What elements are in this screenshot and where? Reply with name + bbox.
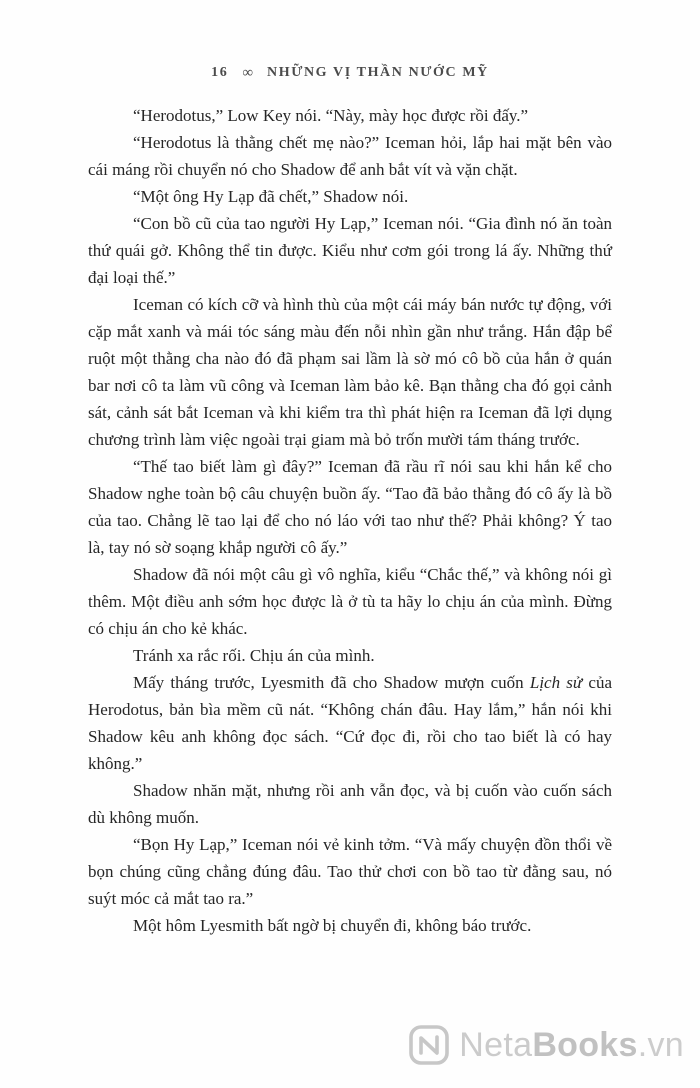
watermark-books: Books bbox=[532, 1026, 638, 1064]
paragraph-text: “Herodotus là thằng chết mẹ nào?” Iceman hỏi, lắp hai mặt bên vào cái máng rồi chuyển nó cho Shadow để anh bắt vít và vặn chặt. bbox=[88, 133, 612, 179]
paragraph bbox=[88, 210, 612, 291]
watermark bbox=[408, 1024, 684, 1066]
paragraph-text: Shadow nhăn mặt, nhưng rồi anh vẫn đọc, và bị cuốn vào cuốn sách dù không muốn. bbox=[88, 781, 612, 827]
infinity-separator-icon: ∞ bbox=[242, 65, 254, 81]
paragraph bbox=[88, 183, 612, 210]
paragraph bbox=[88, 642, 612, 669]
paragraph bbox=[88, 777, 612, 831]
running-title: NHỮNG VỊ THẦN NƯỚC MỸ bbox=[267, 65, 489, 80]
paragraph-text: Iceman có kích cỡ và hình thù của một cái máy bán nước tự động, với cặp mắt xanh và mái tóc sáng màu đến nỗi nhìn gần như trắng. Hắn đập bể ruột một thằng cha nào đó đã phạm sai lầm là sờ mó cô bồ của hắn ở quán bar nơi cô ta làm vũ công và Iceman làm bảo kê. Bạn thằng cha đó gọi cảnh sát, cảnh sát bắt Iceman và khi kiểm tra thì phát hiện ra Iceman đã lợi dụng chương trình làm việc ngoài trại giam mà bỏ trốn mười tám tháng trước. bbox=[88, 295, 612, 449]
paragraph bbox=[88, 291, 612, 453]
netabooks-logo-icon bbox=[408, 1024, 450, 1066]
page-header bbox=[0, 64, 700, 81]
page-body bbox=[88, 102, 612, 939]
paragraph-text: Tránh xa rắc rối. Chịu án của mình. bbox=[133, 646, 375, 665]
paragraph bbox=[88, 912, 612, 939]
page-number: 16 bbox=[211, 65, 229, 80]
paragraph-text: “Con bồ cũ của tao người Hy Lạp,” Iceman nói. “Gia đình nó ăn toàn thứ quái gở. Không thể tin được. Kiểu như cơm gói trong lá ấy. Những thứ đại loại thế.” bbox=[88, 214, 612, 287]
paragraph-text: Mấy tháng trước, Lyesmith đã cho Shadow mượn cuốn bbox=[133, 673, 530, 692]
watermark-text bbox=[459, 1028, 684, 1062]
paragraph bbox=[88, 129, 612, 183]
paragraph-text: “Thế tao biết làm gì đây?” Iceman đã rầu rĩ nói sau khi hắn kể cho Shadow nghe toàn bộ câu chuyện buồn ấy. “Tao đã bảo thằng đó cô ấy là bồ của tao. Chẳng lẽ tao lại để cho nó láo với tao như thế? Phải không? Ý tao là, tay nó sờ soạng khắp người cô ấy.” bbox=[88, 457, 612, 557]
paragraph bbox=[88, 561, 612, 642]
watermark-neta: Neta bbox=[459, 1026, 533, 1064]
paragraph-text: “Herodotus,” Low Key nói. “Này, mày học được rồi đấy.” bbox=[133, 106, 529, 125]
paragraph bbox=[88, 669, 612, 777]
paragraph bbox=[88, 453, 612, 561]
watermark-vn: .vn bbox=[637, 1026, 684, 1064]
paragraph-text: “Bọn Hy Lạp,” Iceman nói vẻ kinh tởm. “Và mấy chuyện đồn thổi về bọn chúng cũng chẳng đúng đâu. Tao thử chơi con bồ tao từ đằng sau, nó suýt móc cả mắt tao ra.” bbox=[88, 835, 612, 908]
paragraph-text: “Một ông Hy Lạp đã chết,” Shadow nói. bbox=[133, 187, 409, 206]
book-title-italic: Lịch sử bbox=[529, 673, 583, 692]
paragraph bbox=[88, 102, 612, 129]
paragraph bbox=[88, 831, 612, 912]
paragraph-text: của Herodotus, bản bìa mềm cũ nát. “Không chán đâu. Hay lắm,” hắn nói khi Shadow kêu anh không đọc sách. “Cứ đọc đi, rồi cho tao biết là có hay không.” bbox=[88, 673, 612, 773]
paragraph-text: Shadow đã nói một câu gì vô nghĩa, kiểu “Chắc thế,” và không nói gì thêm. Một điều anh sớm học được là ở tù ta hãy lo chịu án của mình. Đừng có chịu án cho kẻ khác. bbox=[88, 565, 612, 638]
paragraph-text: Một hôm Lyesmith bất ngờ bị chuyển đi, không báo trước. bbox=[133, 916, 532, 935]
